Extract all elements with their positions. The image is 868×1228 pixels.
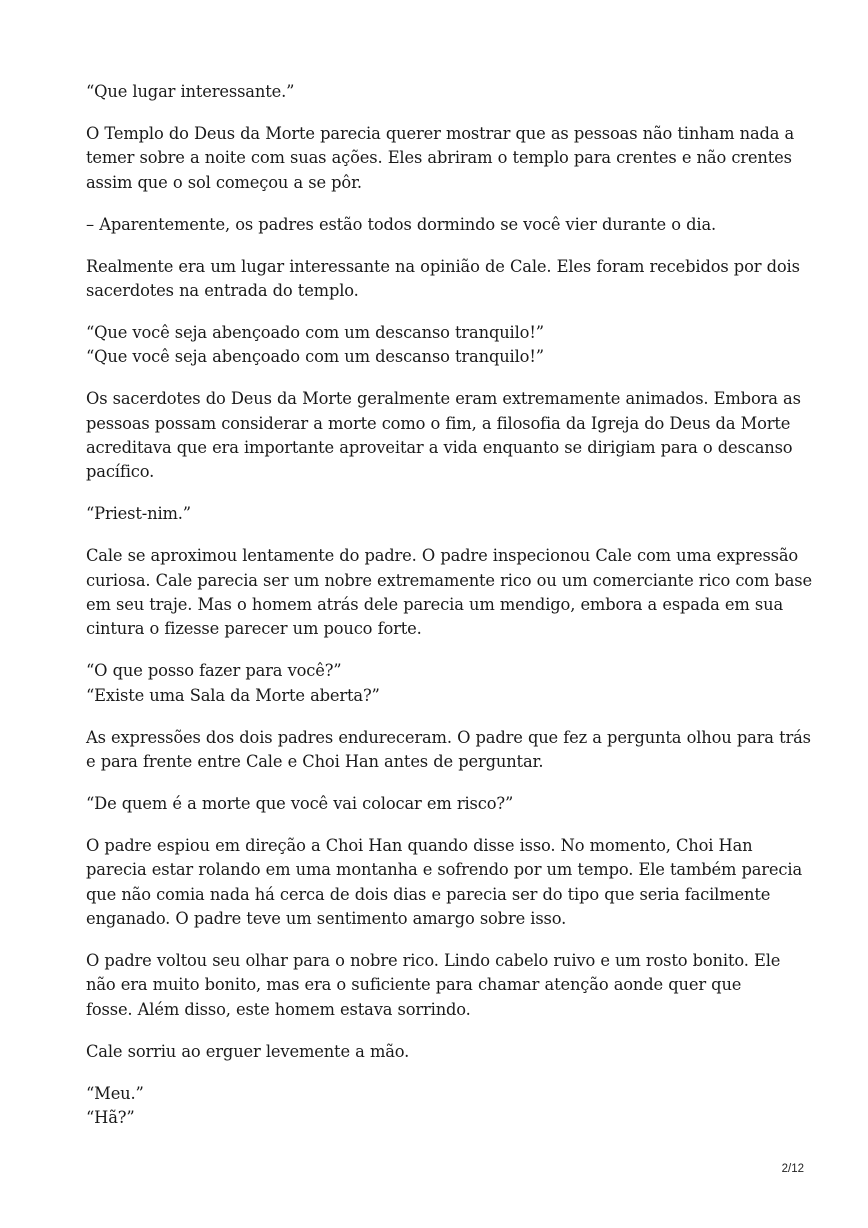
paragraph: [86, 949, 786, 1022]
text-line: Realmente era um lugar interessante na opinião de Cale. Eles foram recebidos por dois: [86, 256, 800, 276]
paragraph: [86, 387, 801, 485]
paragraph: [86, 321, 786, 370]
text-line: em seu traje. Mas o homem atrás dele parecia um mendigo, embora a espada em sua: [86, 595, 784, 614]
paragraph: [86, 1082, 786, 1131]
text-line: enganado. O padre teve um sentimento amargo sobre isso.: [86, 909, 567, 929]
paragraph: [86, 834, 802, 932]
text-line: pessoas possam considerar a morte como o fim, a filosofia da Igreja do Deus da Morte: [86, 413, 791, 433]
text-line: “Hã?”: [86, 1108, 135, 1127]
paragraph: [86, 502, 786, 526]
text-line: O Templo do Deus da Morte parecia querer mostrar que as pessoas não tinham nada a: [86, 123, 795, 143]
text-line: parecia estar rolando em uma montanha e sofrendo por um tempo. Ele também parecia: [86, 860, 802, 880]
text-line: temer sobre a noite com suas ações. Eles abriram o templo para crentes e não crentes: [86, 148, 792, 168]
text-line: e para frente entre Cale e Choi Han antes de perguntar.: [86, 752, 544, 772]
text-line: “Meu.”: [86, 1083, 144, 1103]
text-line: não era muito bonito, mas era o suficiente para chamar atenção aonde quer que: [86, 975, 742, 995]
paragraph: [86, 792, 786, 816]
text-line: curiosa. Cale parecia ser um nobre extremamente rico ou um comerciante rico com base: [86, 570, 812, 590]
text-line: assim que o sol começou a se pôr.: [86, 172, 362, 192]
text-line: “De quem é a morte que você vai colocar em risco?”: [86, 793, 514, 813]
text-line: que não comia nada há cerca de dois dias e parecia ser do tipo que seria facilmente: [86, 884, 771, 904]
text-line: fosse. Além disso, este homem estava sorrindo.: [86, 999, 471, 1019]
text-line: O padre voltou seu olhar para o nobre rico. Lindo cabelo ruivo e um rosto bonito. Ele: [86, 950, 781, 970]
text-line: pacífico.: [86, 462, 155, 482]
text-line: – Aparentemente, os padres estão todos dormindo se você vier durante o dia.: [86, 214, 717, 234]
text-line: Cale sorriu ao erguer levemente a mão.: [86, 1041, 410, 1061]
page-number: 2/12: [781, 1163, 804, 1175]
paragraph: [86, 1040, 786, 1064]
paragraph: [86, 80, 786, 104]
text-line: sacerdotes na entrada do templo.: [86, 280, 359, 300]
text-line: Os sacerdotes do Deus da Morte geralmente eram extremamente animados. Embora as: [86, 389, 801, 409]
text-line: “Que você seja abençoado com um descanso tranquilo!”: [86, 322, 544, 342]
text-line: acreditava que era importante aproveitar a vida enquanto se dirigiam para o descanso: [86, 437, 793, 457]
text-line: As expressões dos dois padres endureceram. O padre que fez a pergunta olhou para trás: [86, 727, 811, 747]
text-line: “Que você seja abençoado com um descanso tranquilo!”: [86, 347, 544, 367]
paragraph: [86, 726, 811, 775]
text-line: “Priest-nim.”: [86, 504, 191, 524]
text-line: O padre espiou em direção a Choi Han quando disse isso. No momento, Choi Han: [86, 835, 753, 855]
document-page: [86, 80, 812, 1148]
paragraph: [86, 213, 786, 237]
paragraph: [86, 255, 800, 304]
paragraph: [86, 544, 812, 642]
text-line: cintura o fizesse parecer um pouco forte.: [86, 619, 422, 639]
text-line: “Que lugar interessante.”: [86, 82, 295, 101]
text-line: Cale se aproximou lentamente do padre. O padre inspecionou Cale com uma expressão: [86, 546, 799, 566]
paragraph: [86, 122, 795, 195]
text-line: “Existe uma Sala da Morte aberta?”: [86, 685, 380, 705]
paragraph: [86, 659, 786, 708]
text-line: “O que posso fazer para você?”: [86, 661, 342, 681]
